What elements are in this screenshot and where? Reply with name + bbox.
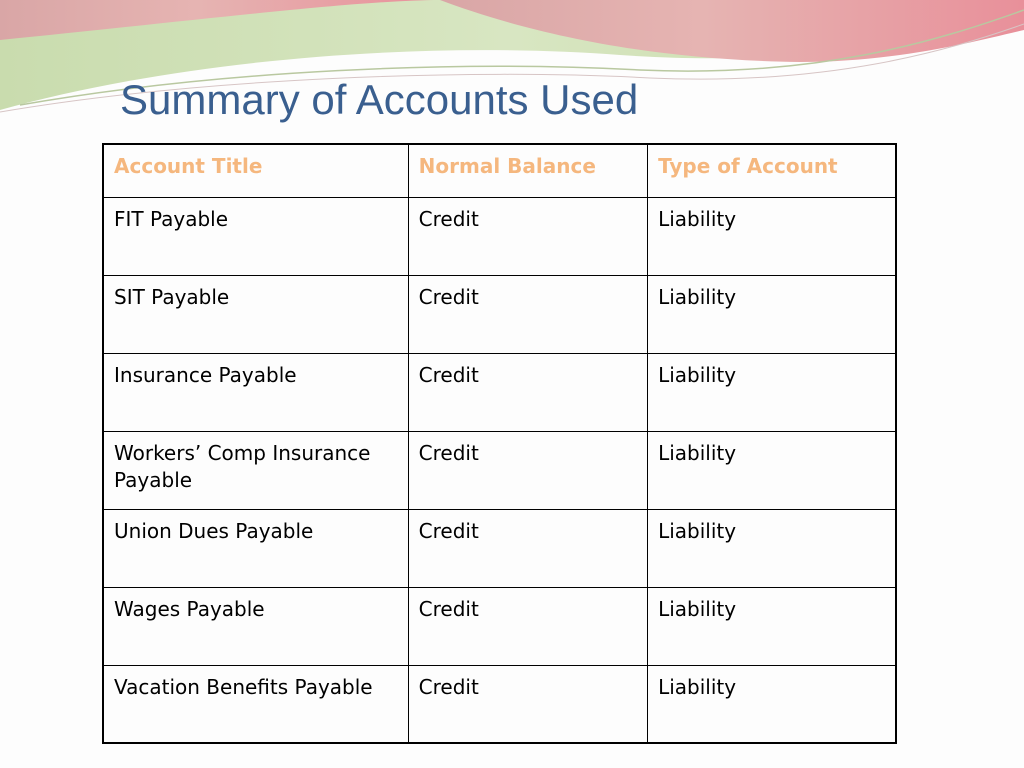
table-row	[103, 665, 896, 743]
table-row	[103, 197, 896, 275]
account-type-cell: Liability	[648, 665, 896, 743]
table-header-row	[103, 144, 896, 197]
account-type-cell: Liability	[648, 353, 896, 431]
account-type-cell: Liability	[648, 431, 896, 509]
account-title-cell: FIT Payable	[103, 197, 408, 275]
slide-title: Summary of Accounts Used	[120, 76, 639, 123]
normal-balance-cell: Credit	[408, 353, 647, 431]
header-normal-balance: Normal Balance	[408, 144, 647, 197]
table-row	[103, 509, 896, 587]
table-row	[103, 587, 896, 665]
normal-balance-cell: Credit	[408, 665, 647, 743]
account-title-cell: Wages Payable	[103, 587, 408, 665]
account-type-cell: Liability	[648, 587, 896, 665]
account-type-cell: Liability	[648, 197, 896, 275]
account-type-cell: Liability	[648, 275, 896, 353]
normal-balance-cell: Credit	[408, 509, 647, 587]
normal-balance-cell: Credit	[408, 431, 647, 509]
header-type-of-account: Type of Account	[648, 144, 896, 197]
account-title-cell: Workers’ Comp Insurance Payable	[103, 431, 408, 509]
normal-balance-cell: Credit	[408, 197, 647, 275]
account-title-cell: Insurance Payable	[103, 353, 408, 431]
account-title-cell: Union Dues Payable	[103, 509, 408, 587]
header-account-title: Account Title	[103, 144, 408, 197]
normal-balance-cell: Credit	[408, 275, 647, 353]
normal-balance-cell: Credit	[408, 587, 647, 665]
table-row	[103, 431, 896, 509]
table-row	[103, 275, 896, 353]
account-title-cell: Vacation Benefits Payable	[103, 665, 408, 743]
table-row	[103, 353, 896, 431]
account-type-cell: Liability	[648, 509, 896, 587]
account-title-cell: SIT Payable	[103, 275, 408, 353]
accounts-table	[102, 143, 897, 744]
